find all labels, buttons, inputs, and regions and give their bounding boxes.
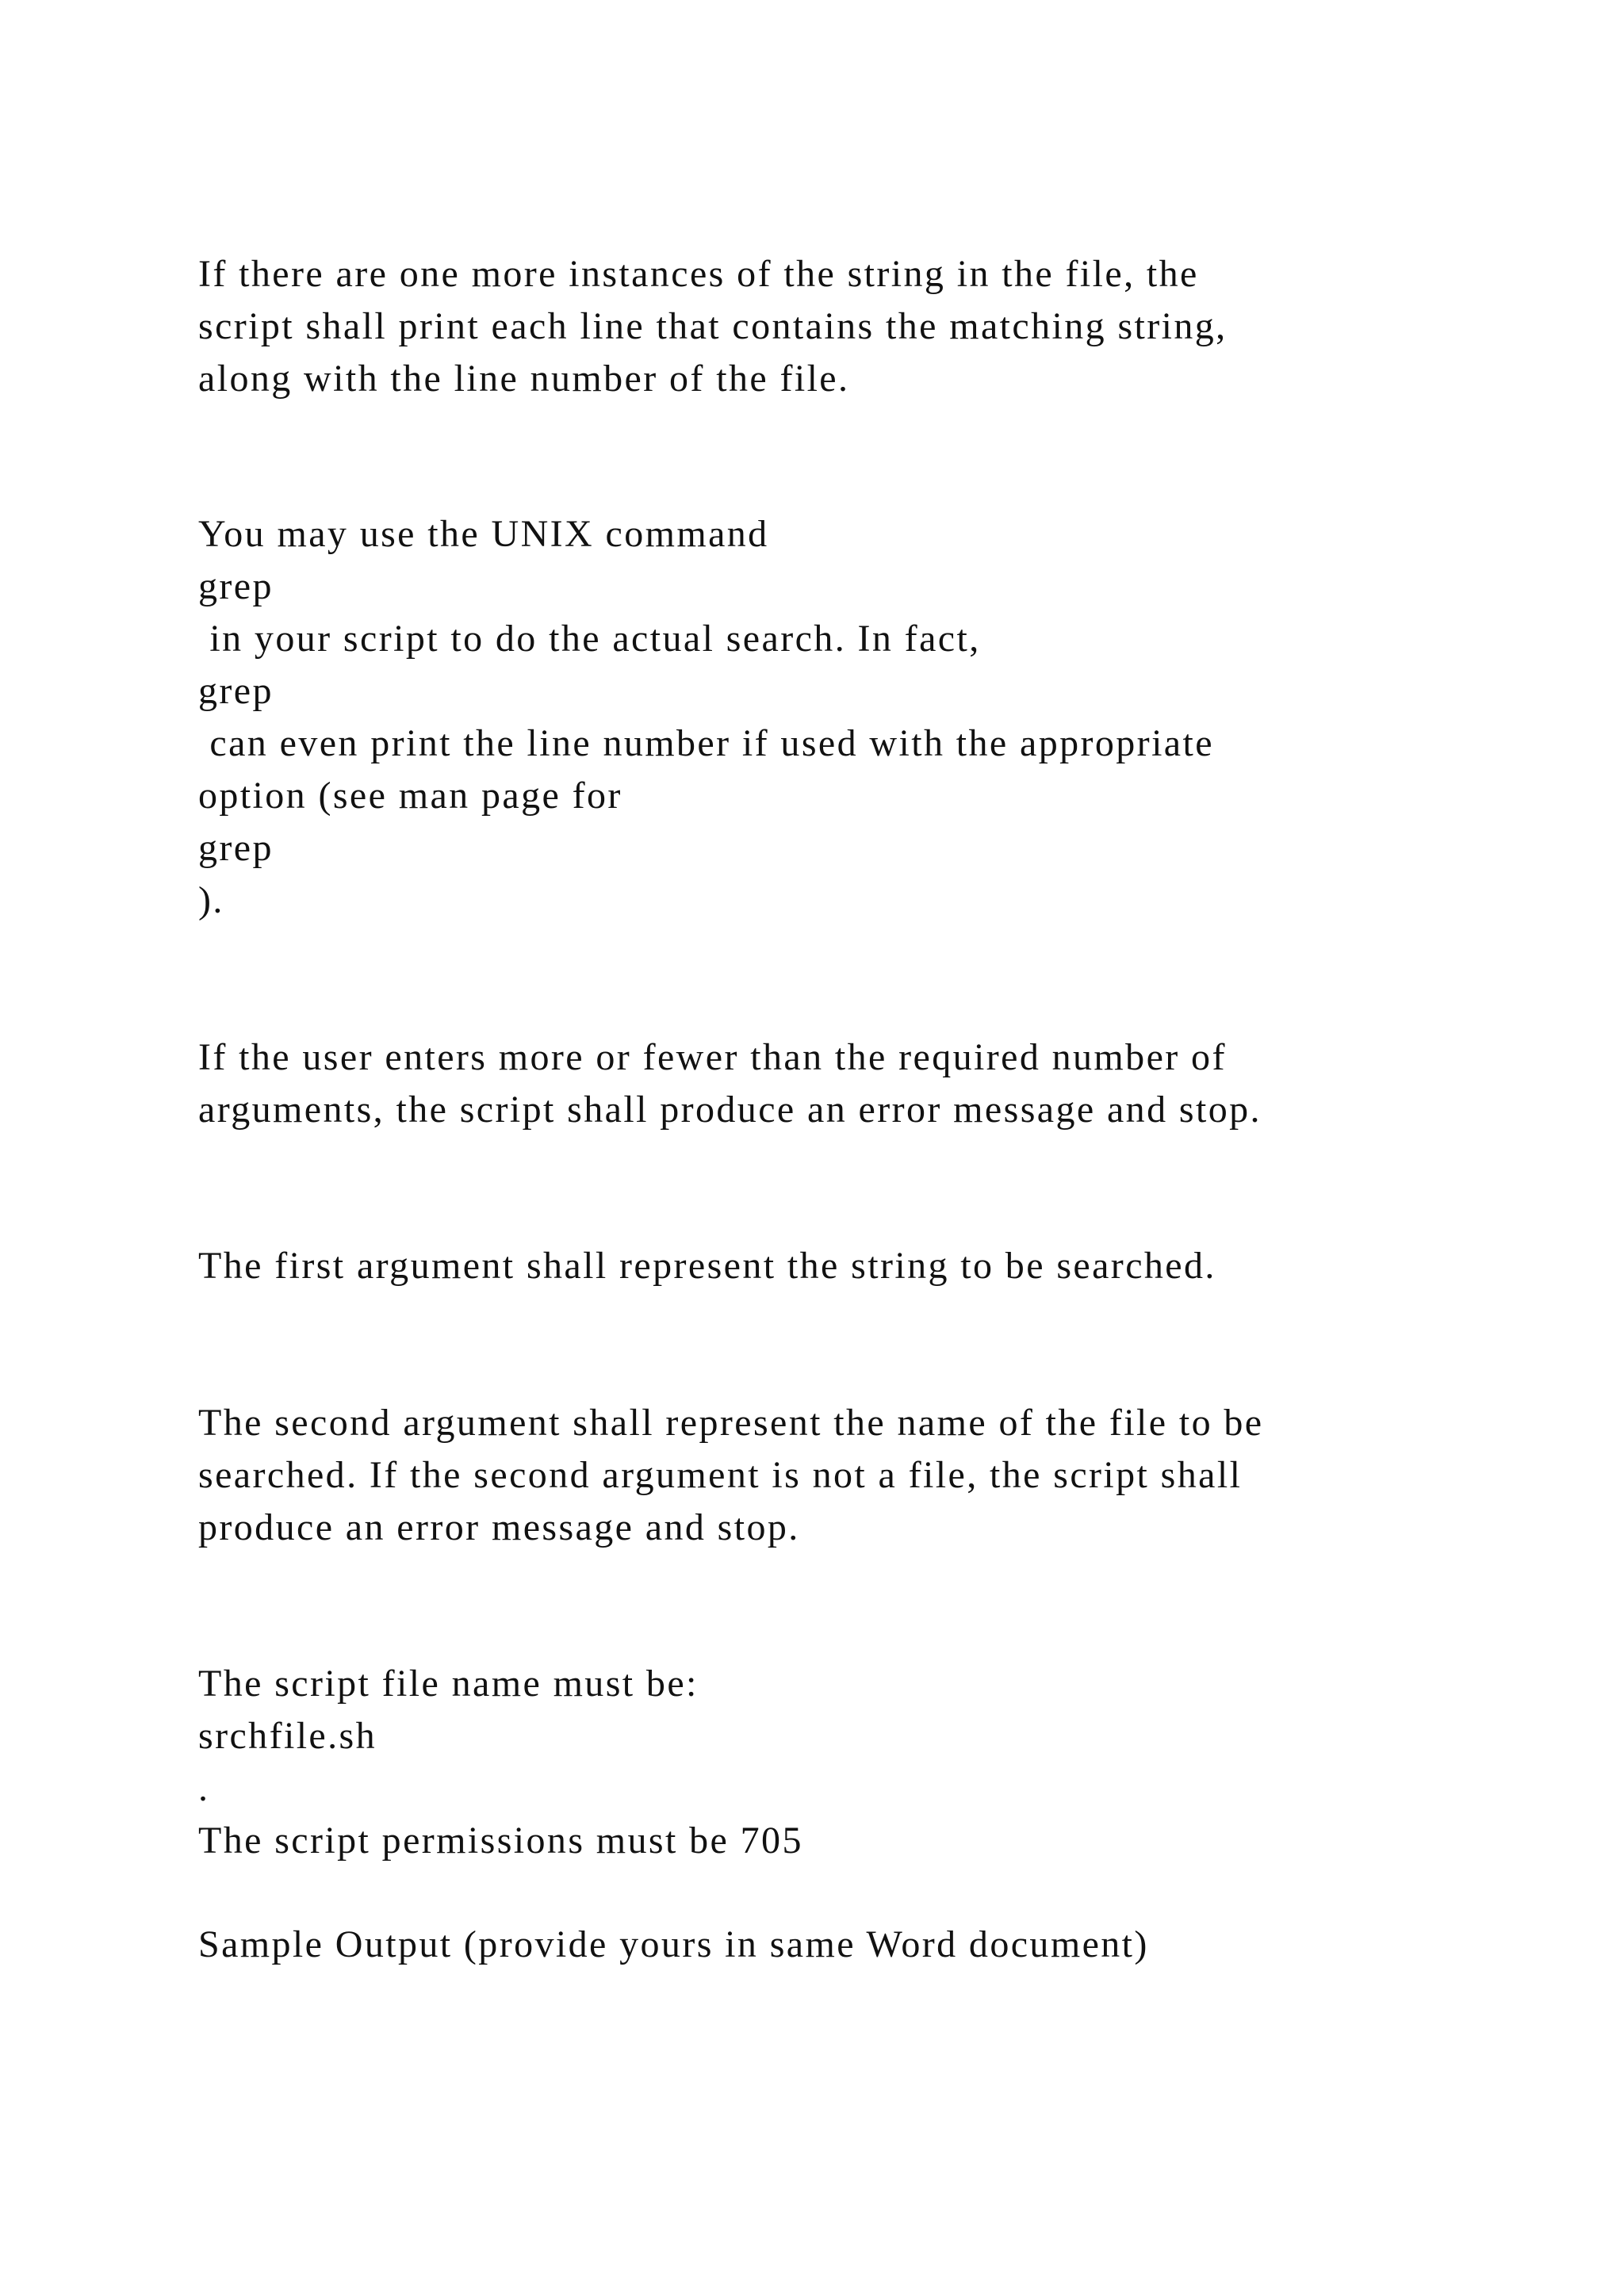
paragraph-2-line-6: option (see man page for (198, 775, 622, 817)
paragraph-2-line-4: grep (198, 670, 274, 712)
paragraph-6-line-3: . (198, 1767, 210, 1809)
paragraph-2-line-5: can even print the line number if used with the appropriate (198, 722, 1214, 764)
paragraph-5-line-1: The second argument shall represent the name of the file to be (198, 1402, 1264, 1444)
paragraph-1-line-2: script shall print each line that contains the matching string, (198, 305, 1228, 347)
paragraph-7-line-1: Sample Output (provide yours in same Word document) (198, 1923, 1149, 1965)
paragraph-2-line-7: grep (198, 827, 274, 869)
paragraph-5-line-2: searched. If the second argument is not a file, the script shall (198, 1454, 1243, 1496)
paragraph-6-line-2: srchfile.sh (198, 1715, 377, 1757)
paragraph-6-line-1: The script file name must be: (198, 1663, 699, 1705)
paragraph-2-line-2: grep (198, 565, 274, 607)
paragraph-2-line-3: in your script to do the actual search. In fact, (198, 618, 981, 660)
paragraph-6-line-4: The script permissions must be 705 (198, 1820, 803, 1862)
paragraph-2-line-8: ). (198, 879, 224, 921)
paragraph-1-line-1: If there are one more instances of the string in the file, the (198, 253, 1199, 295)
paragraph-3-line-2: arguments, the script shall produce an error message and stop. (198, 1089, 1262, 1131)
paragraph-2-line-1: You may use the UNIX command (198, 513, 769, 555)
paragraph-3-line-1: If the user enters more or fewer than the required number of (198, 1036, 1227, 1078)
paragraph-1-line-3: along with the line number of the file. (198, 358, 850, 400)
paragraph-5-line-3: produce an error message and stop. (198, 1506, 800, 1548)
paragraph-4-line-1: The first argument shall represent the string to be searched. (198, 1245, 1216, 1287)
